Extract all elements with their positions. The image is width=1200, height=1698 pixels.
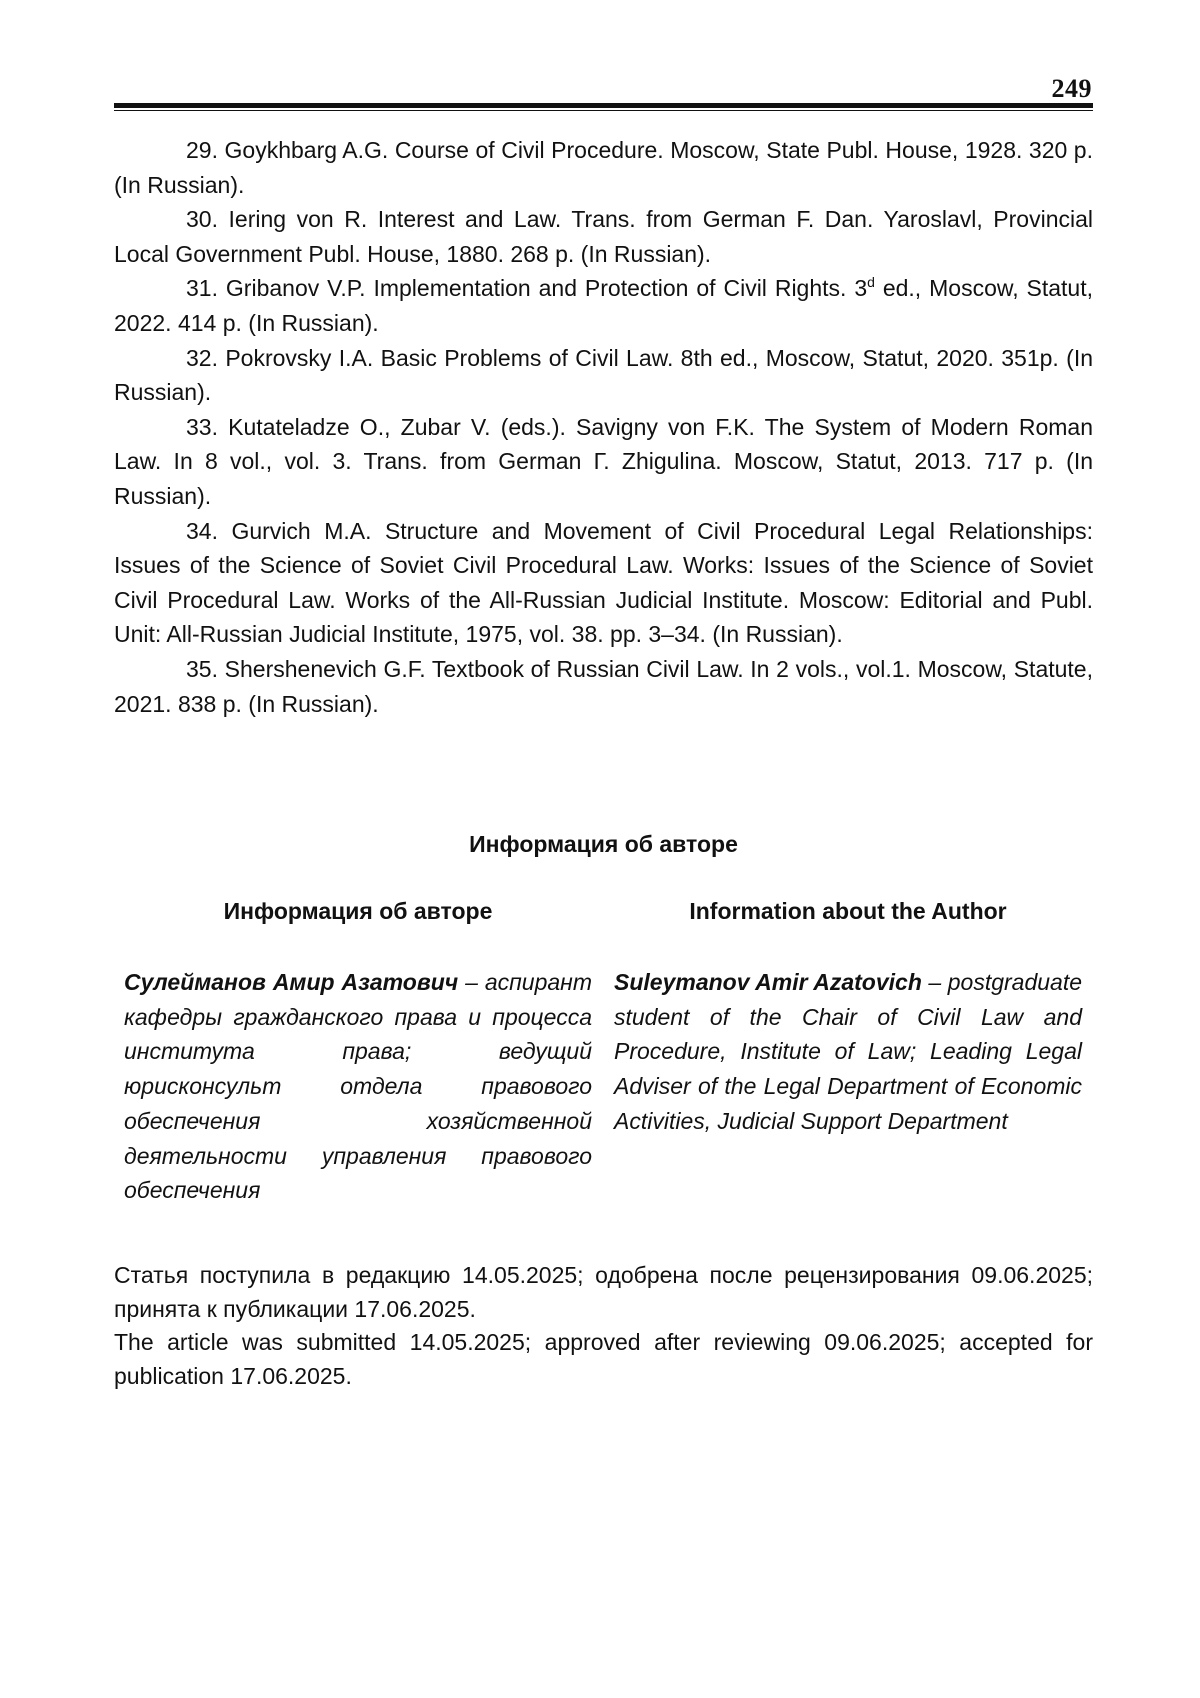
author-info-en: [614, 965, 1082, 1139]
reference-text: Iering von R. Interest and Law. Trans. from German F. Dan. Yaroslavl, Provincial Local Government Publ. House, 1880. 268 p. (In Russian).: [114, 206, 1094, 267]
reference-number: 29.: [186, 137, 218, 163]
reference-item: [114, 133, 1093, 202]
reference-text: ed., Moscow, Statut, 2022. 414 p. (In Russian).: [114, 275, 1093, 336]
reference-list: [114, 133, 1093, 721]
reference-number: 33.: [186, 413, 218, 440]
reference-text: Goykhbarg A.G. Course of Civil Procedure. Moscow, State Publ. House, 1928. 320 p. (In Russian).: [114, 137, 1093, 198]
reference-text: Shershenevich G.F. Textbook of Russian Civil Law. In 2 vols., vol.1. Moscow, Statute, 2021. 838 p. (In Russian).: [114, 655, 1093, 717]
author-info-ru: [124, 965, 592, 1208]
article-dates-en: The article was submitted 14.05.2025; approved after reviewing 09.06.2025; accepted for publication 17.06.2025.: [114, 1329, 1093, 1389]
author-name-ru: Сулейманов Амир Азатович: [124, 969, 459, 995]
reference-item: [114, 410, 1093, 514]
author-description-en: – postgraduate student of the Chair of Civil Law and Procedure, Institute of Law; Leading Legal Adviser of the Legal Department of Economic Activities, Judicial Support Department: [614, 969, 1083, 1134]
header-rule-thin: [114, 110, 1093, 111]
article-dates: [114, 1259, 1093, 1393]
reference-text: Pokrovsky I.A. Basic Problems of Civil Law. 8th ed., Moscow, Statut, 2020. 351p. (In Russian).: [114, 344, 1094, 406]
reference-text: Gribanov V.P. Implementation and Protection of Civil Rights. 3: [225, 275, 868, 302]
author-name-en: Suleymanov Amir Azatovich: [614, 969, 922, 995]
reference-number: 31.: [186, 275, 218, 302]
reference-item: [114, 514, 1093, 652]
author-heading-en: Information about the Author: [689, 898, 1007, 924]
reference-text: Kutateladze O., Zubar V. (eds.). Savigny von F.K. The System of Modern Roman Law. In 8 vol., vol. 3. Trans. from German Г. Zhigulina. Moscow, Statut, 2013. 717 p. (In Russian).: [114, 413, 1093, 509]
page-number: 249: [1051, 74, 1092, 103]
reference-item: [114, 341, 1093, 410]
reference-superscript: d: [867, 274, 875, 291]
reference-item: [114, 271, 1093, 340]
reference-number: 30.: [186, 206, 218, 233]
header-rule: [114, 103, 1093, 108]
author-section-title: Информация об авторе: [469, 831, 738, 857]
article-dates-ru: Статья поступила в редакцию 14.05.2025; одобрена после рецензирования 09.06.2025; принята к публикации 17.06.2025.: [114, 1262, 1093, 1322]
reference-text: Gurvich M.A. Structure and Movement of Civil Procedural Legal Relationships: Issues of the Science of Soviet Civil Procedural Law. Works: Issues of the Science of Soviet Civil Procedural Law. Works of the All-Russian Judicial Institute. Moscow: Editorial and Publ. Unit: All-Russian Judicial Institute, 1975, vol. 38. pp. 3–34. (In Russian).: [114, 517, 1093, 648]
reference-item: [114, 652, 1093, 721]
author-heading-ru: Информация об авторе: [223, 898, 493, 924]
author-description-ru: – аспирант кафедры гражданского права и процесса института права; ведущий юрисконсульт отдела правового обеспечения хозяйственной деятельности управления правового обеспечения: [124, 969, 592, 1204]
reference-number: 35.: [186, 655, 218, 682]
reference-number: 34.: [186, 517, 218, 544]
reference-number: 32.: [186, 344, 218, 371]
reference-item: [114, 202, 1093, 271]
